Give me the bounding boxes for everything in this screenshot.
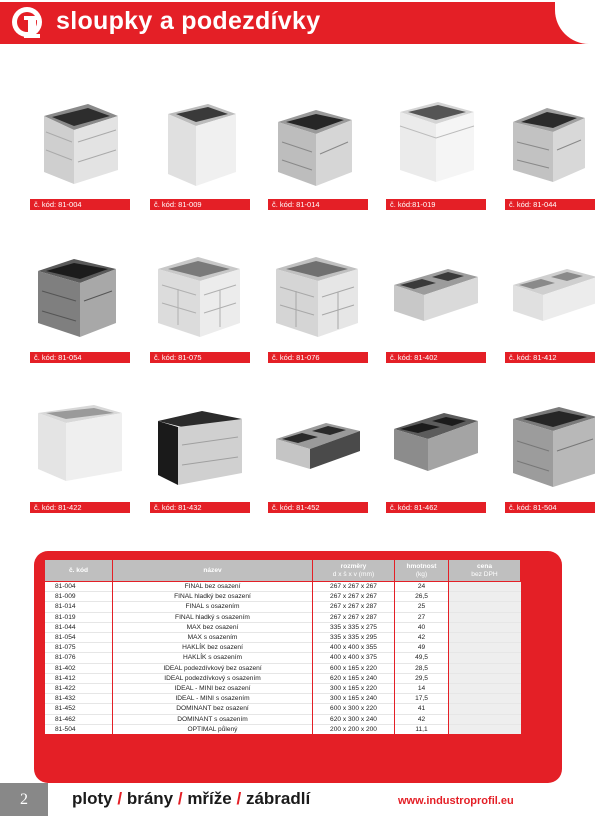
product-block-image — [394, 405, 478, 489]
cell-code: 81-432 — [45, 694, 113, 704]
product-code-label: č. kód:81-019 — [386, 199, 486, 210]
cell-weight: 42 — [395, 633, 449, 643]
cell-dims: 600 x 165 x 220 — [313, 663, 395, 673]
cell-weight: 42 — [395, 714, 449, 724]
cell-weight: 24 — [395, 582, 449, 592]
cell-name: IDEAL podezdívkový s osazením — [113, 673, 313, 683]
footer-slogan: ploty / brány / mříže / zábradlí — [72, 789, 311, 808]
table-row — [45, 622, 521, 632]
cell-price — [449, 582, 521, 592]
product-item — [150, 255, 250, 375]
product-table-panel — [34, 551, 562, 783]
cell-dims: 300 x 165 x 240 — [313, 694, 395, 704]
product-code-label: č. kód: 81-014 — [268, 199, 368, 210]
cell-code: 81-044 — [45, 622, 113, 632]
product-code-label: č. kód: 81-412 — [505, 352, 595, 363]
product-code-label: č. kód: 81-402 — [386, 352, 486, 363]
table-row — [45, 612, 521, 622]
cell-name: DOMINANT s osazením — [113, 714, 313, 724]
cell-price — [449, 724, 521, 734]
cell-price — [449, 714, 521, 724]
table-row — [45, 714, 521, 724]
product-table — [44, 559, 521, 734]
table-body — [45, 582, 521, 735]
product-item — [268, 405, 368, 525]
cell-name: MAX bez osazení — [113, 622, 313, 632]
cell-code: 81-075 — [45, 643, 113, 653]
cell-name: HAKLÍK s osazením — [113, 653, 313, 663]
product-block-image — [394, 102, 478, 186]
product-item — [505, 255, 595, 375]
product-code-label: č. kód: 81-009 — [150, 199, 250, 210]
cell-weight: 26,5 — [395, 592, 449, 602]
cell-weight: 29,5 — [395, 673, 449, 683]
cell-code: 81-452 — [45, 704, 113, 714]
header-weight: hmotnost (kg) — [395, 560, 449, 582]
cell-weight: 49,5 — [395, 653, 449, 663]
cell-price — [449, 653, 521, 663]
product-block-image — [276, 255, 360, 339]
cell-code: 81-014 — [45, 602, 113, 612]
cell-dims: 300 x 165 x 220 — [313, 684, 395, 694]
cell-price — [449, 592, 521, 602]
product-block-image — [158, 405, 242, 489]
cell-price — [449, 622, 521, 632]
product-item — [30, 405, 130, 525]
cell-code: 81-054 — [45, 633, 113, 643]
cell-weight: 11,1 — [395, 724, 449, 734]
cell-price — [449, 643, 521, 653]
product-block-image — [38, 102, 122, 186]
product-block-image — [513, 255, 595, 339]
cell-dims: 620 x 165 x 240 — [313, 673, 395, 683]
cell-name: IDEAL - MINI s osazením — [113, 694, 313, 704]
page-title: sloupky a podezdívky — [56, 7, 321, 35]
cell-price — [449, 602, 521, 612]
product-block-image — [394, 255, 478, 339]
cell-dims: 335 x 335 x 295 — [313, 633, 395, 643]
product-block-image — [276, 405, 360, 489]
cell-name: FINAL s osazením — [113, 602, 313, 612]
cell-dims: 335 x 335 x 275 — [313, 622, 395, 632]
table-row — [45, 633, 521, 643]
cell-weight: 25 — [395, 602, 449, 612]
cell-name: FINAL bez osazení — [113, 582, 313, 592]
cell-weight: 27 — [395, 612, 449, 622]
product-code-label: č. kód: 81-432 — [150, 502, 250, 513]
cell-dims: 600 x 300 x 220 — [313, 704, 395, 714]
table-row — [45, 602, 521, 612]
product-block-image — [158, 102, 242, 186]
cell-dims: 400 x 400 x 375 — [313, 653, 395, 663]
cell-name: IDEAL - MINI bez osazení — [113, 684, 313, 694]
cell-name: OPTIMAL půlený — [113, 724, 313, 734]
header-price: cena bez DPH — [449, 560, 521, 582]
header-name: název — [113, 560, 313, 582]
product-code-label: č. kód: 81-422 — [30, 502, 130, 513]
cell-price — [449, 663, 521, 673]
table-row — [45, 704, 521, 714]
cell-name: IDEAL podezdívkový bez osazení — [113, 663, 313, 673]
product-item — [30, 255, 130, 375]
product-code-label: č. kód: 81-504 — [505, 502, 595, 513]
cell-code: 81-402 — [45, 663, 113, 673]
cell-dims: 267 x 267 x 287 — [313, 612, 395, 622]
table-row — [45, 724, 521, 734]
brand-logo-icon — [12, 7, 42, 37]
product-item — [505, 405, 595, 525]
product-block-image — [513, 405, 595, 489]
cell-name: MAX s osazením — [113, 633, 313, 643]
cell-weight: 40 — [395, 622, 449, 632]
cell-dims: 267 x 267 x 287 — [313, 602, 395, 612]
cell-name: HAKLÍK bez osazení — [113, 643, 313, 653]
table-row — [45, 663, 521, 673]
cell-weight: 28,5 — [395, 663, 449, 673]
product-code-label: č. kód: 81-452 — [268, 502, 368, 513]
cell-name: FINAL hladký bez osazení — [113, 592, 313, 602]
cell-code: 81-076 — [45, 653, 113, 663]
header-dims: rozměry d x š x v (mm) — [313, 560, 395, 582]
cell-code: 81-009 — [45, 592, 113, 602]
product-code-label: č. kód: 81-075 — [150, 352, 250, 363]
product-item — [386, 405, 486, 525]
table-row — [45, 694, 521, 704]
table-row — [45, 592, 521, 602]
cell-weight: 17,5 — [395, 694, 449, 704]
cell-dims: 267 x 267 x 267 — [313, 582, 395, 592]
cell-price — [449, 612, 521, 622]
cell-dims: 200 x 200 x 200 — [313, 724, 395, 734]
page-number: 2 — [0, 783, 48, 816]
page-header — [0, 0, 595, 46]
table-header-row — [45, 560, 521, 582]
header-code: č. kód — [45, 560, 113, 582]
cell-weight: 49 — [395, 643, 449, 653]
cell-price — [449, 673, 521, 683]
cell-dims: 620 x 300 x 240 — [313, 714, 395, 724]
product-block-image — [276, 102, 360, 186]
cell-code: 81-422 — [45, 684, 113, 694]
product-item — [30, 102, 130, 222]
product-item — [386, 255, 486, 375]
table-row — [45, 684, 521, 694]
product-item — [505, 102, 595, 222]
cell-name: FINAL hladký s osazením — [113, 612, 313, 622]
product-code-label: č. kód: 81-054 — [30, 352, 130, 363]
product-block-image — [38, 255, 122, 339]
cell-code: 81-462 — [45, 714, 113, 724]
table-row — [45, 582, 521, 592]
product-item — [268, 255, 368, 375]
website-link[interactable]: www.industroprofil.eu — [398, 795, 514, 807]
cell-price — [449, 684, 521, 694]
product-item — [386, 102, 486, 222]
product-code-label: č. kód: 81-044 — [505, 199, 595, 210]
table-row — [45, 643, 521, 653]
product-code-label: č. kód: 81-076 — [268, 352, 368, 363]
cell-code: 81-412 — [45, 673, 113, 683]
cell-price — [449, 694, 521, 704]
product-block-image — [38, 405, 122, 489]
product-code-label: č. kód: 81-462 — [386, 502, 486, 513]
product-block-image — [513, 102, 595, 186]
cell-weight: 14 — [395, 684, 449, 694]
cell-weight: 41 — [395, 704, 449, 714]
cell-code: 81-504 — [45, 724, 113, 734]
cell-code: 81-004 — [45, 582, 113, 592]
product-code-label: č. kód: 81-004 — [30, 199, 130, 210]
table-row — [45, 673, 521, 683]
product-block-image — [158, 255, 242, 339]
product-item — [150, 102, 250, 222]
product-item — [150, 405, 250, 525]
product-item — [268, 102, 368, 222]
table-row — [45, 653, 521, 663]
cell-dims: 267 x 267 x 267 — [313, 592, 395, 602]
cell-price — [449, 633, 521, 643]
cell-name: DOMINANT bez osazení — [113, 704, 313, 714]
cell-dims: 400 x 400 x 355 — [313, 643, 395, 653]
cell-price — [449, 704, 521, 714]
cell-code: 81-019 — [45, 612, 113, 622]
